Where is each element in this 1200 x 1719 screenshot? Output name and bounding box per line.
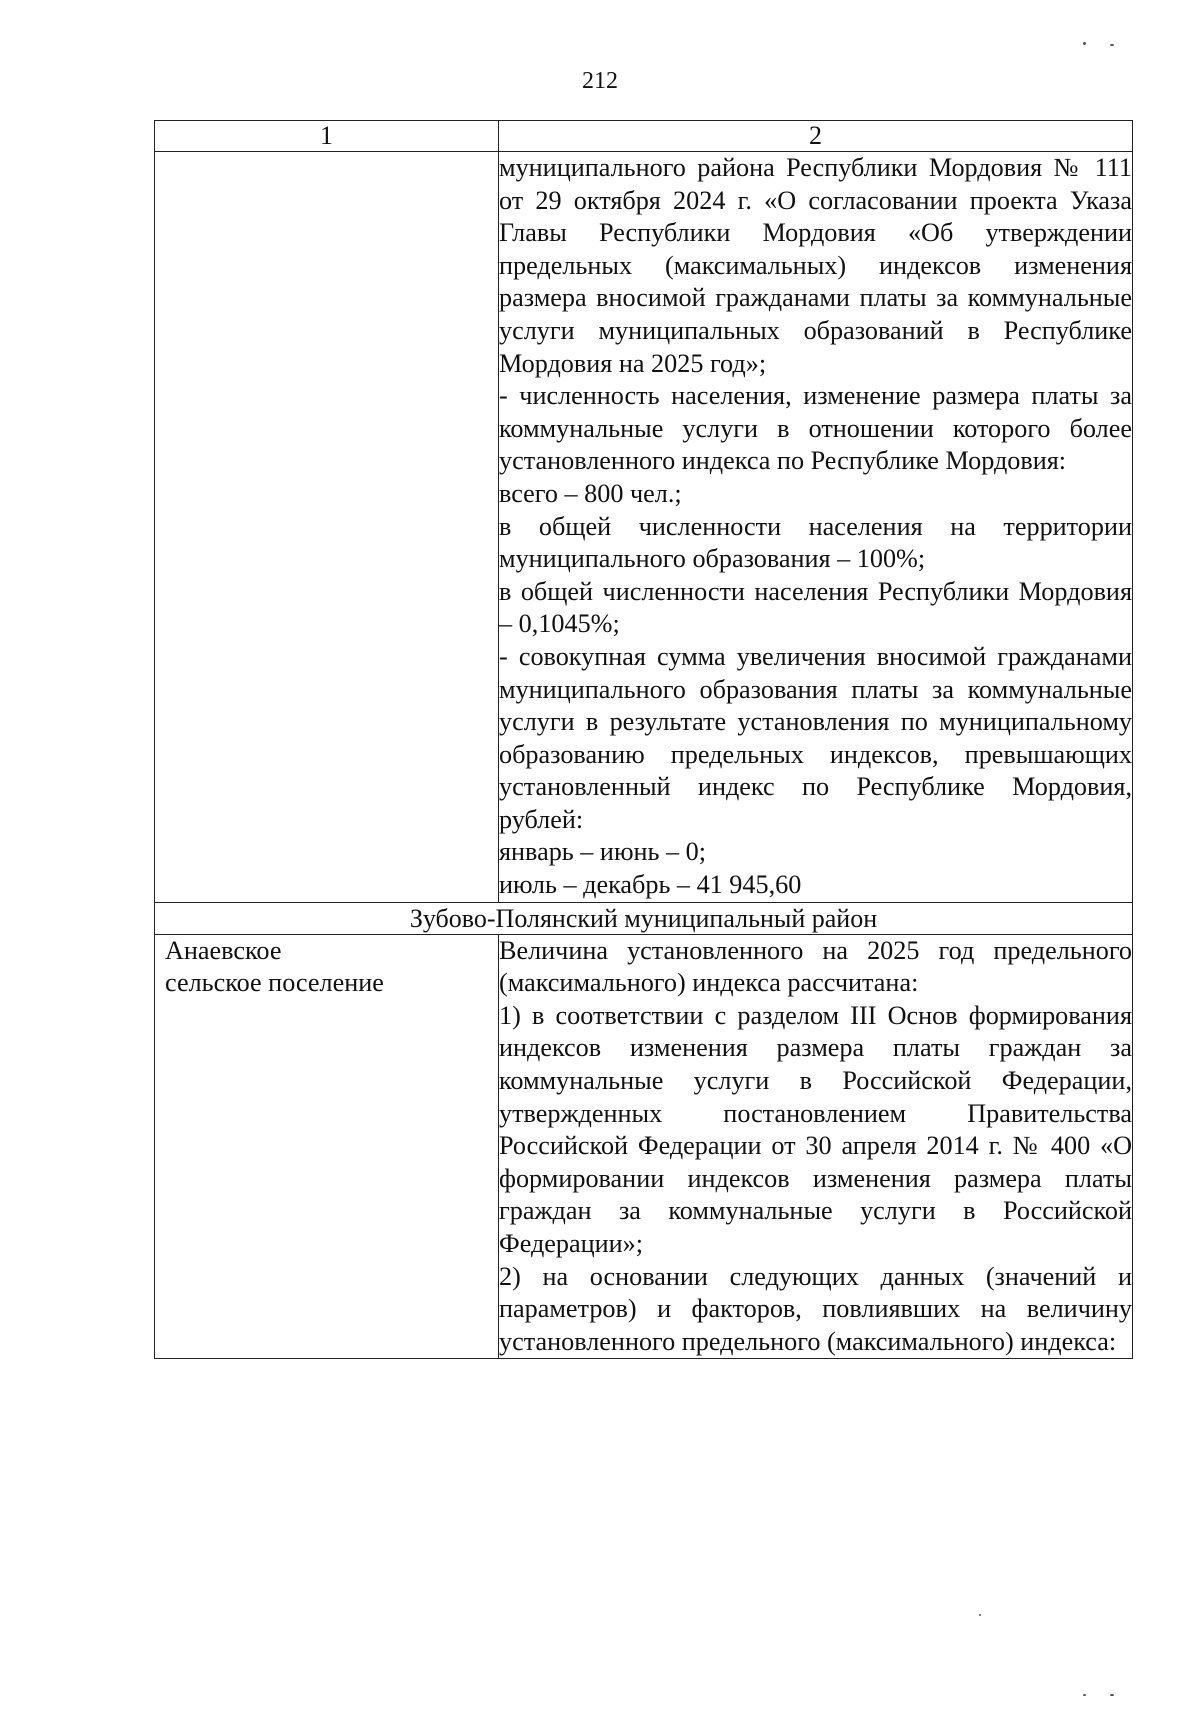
paragraph: январь – июнь – 0; — [499, 837, 707, 867]
paragraph: муниципального района Республики Мордовия № 111 от 29 октября 2024 г. «О согласовании проекта Указа Главы Республики Мордовия «Об утверждении предельных (максимальных) индексов изменения размера вносимой гражданами платы за коммунальные услуги муниципальных образований в Республике Мордовия на 2025 год»; — [499, 153, 1132, 378]
scan-speck — [1110, 44, 1114, 46]
paragraph: июль – декабрь – 41 945,60 — [499, 870, 802, 900]
paragraph: - численность населения, изменение размера платы за коммунальные услуги в отношении которого более установленного индекса по Республике Мордовия: — [499, 381, 1132, 476]
paragraph: Величина установленного на 2025 год предельного (максимального) индекса рассчитана: — [499, 935, 1132, 998]
settlement-name-line2: сельское поселение — [165, 968, 384, 998]
table-header-row — [155, 121, 1133, 152]
paragraph: в общей численности населения Республики Мордовия – 0,1045%; — [499, 576, 1132, 639]
district-heading-row — [155, 902, 1133, 934]
page-number: 212 — [582, 68, 618, 94]
row2-left-cell — [155, 934, 499, 1359]
table-row — [155, 152, 1133, 903]
paragraph: 1) в соответствии с разделом III Основ формирования индексов изменения размера платы граждан за коммунальные услуги в Российской Федерации, утвержденных постановлением Правительства Российской Федерации от 30 апреля 2014 г. № 400 «О формировании индексов изменения размера платы граждан за коммунальные услуги в Российской Федерации»; — [499, 1000, 1132, 1258]
scan-speck — [1110, 1694, 1114, 1696]
row2-right-cell — [499, 934, 1133, 1359]
column-header-2: 2 — [499, 121, 1133, 152]
paragraph: в общей численности населения на территории муниципального образования – 100%; — [499, 511, 1132, 574]
column-header-1: 1 — [155, 121, 499, 152]
paragraph: всего – 800 чел.; — [499, 478, 682, 508]
paragraph: 2) на основании следующих данных (значений и параметров) и факторов, повлиявших на величину установленного предельного (максимального) индекса: — [499, 1261, 1132, 1356]
district-heading: Зубово-Полянский муниципальный район — [155, 902, 1133, 934]
row1-left-cell — [155, 152, 499, 903]
settlement-name-line1: Анаевское — [165, 935, 282, 965]
scan-speck — [979, 1614, 981, 1616]
document-table — [154, 120, 1133, 1359]
table-row — [155, 934, 1133, 1359]
paragraph: - совокупная сумма увеличения вносимой гражданами муниципального образования платы за коммунальные услуги в результате установления по муниципальному образованию предельных индексов, превышающих установленный индекс по Республике Мордовия, рублей: — [499, 641, 1132, 834]
scan-speck — [1083, 42, 1086, 45]
row1-right-cell — [499, 152, 1133, 903]
scan-speck — [1083, 1694, 1086, 1696]
